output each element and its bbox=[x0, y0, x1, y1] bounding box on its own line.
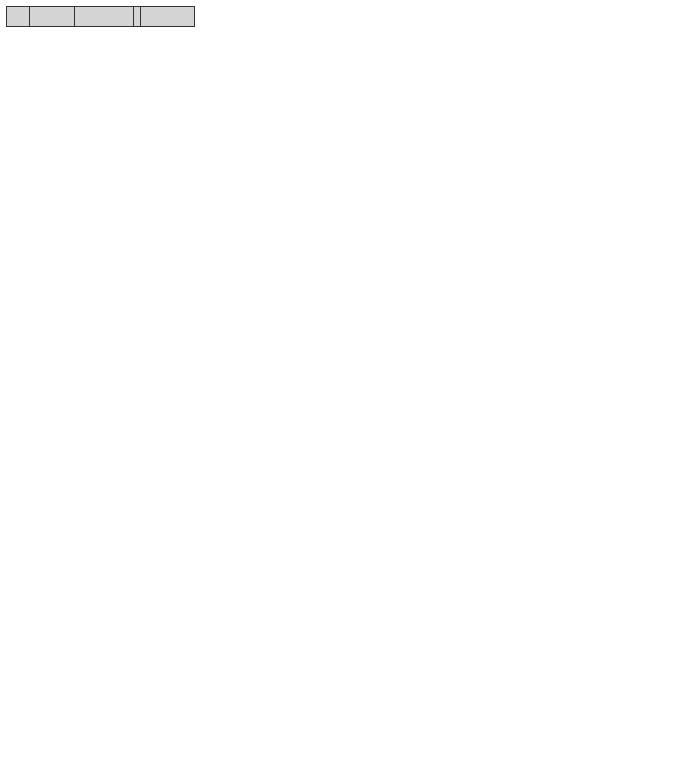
header-field bbox=[75, 7, 134, 27]
header-time bbox=[30, 7, 75, 27]
header-result bbox=[141, 7, 195, 27]
header-nr bbox=[7, 7, 30, 27]
schedule-header-row bbox=[7, 7, 195, 27]
header-match bbox=[134, 7, 141, 27]
schedule-table bbox=[6, 6, 195, 27]
